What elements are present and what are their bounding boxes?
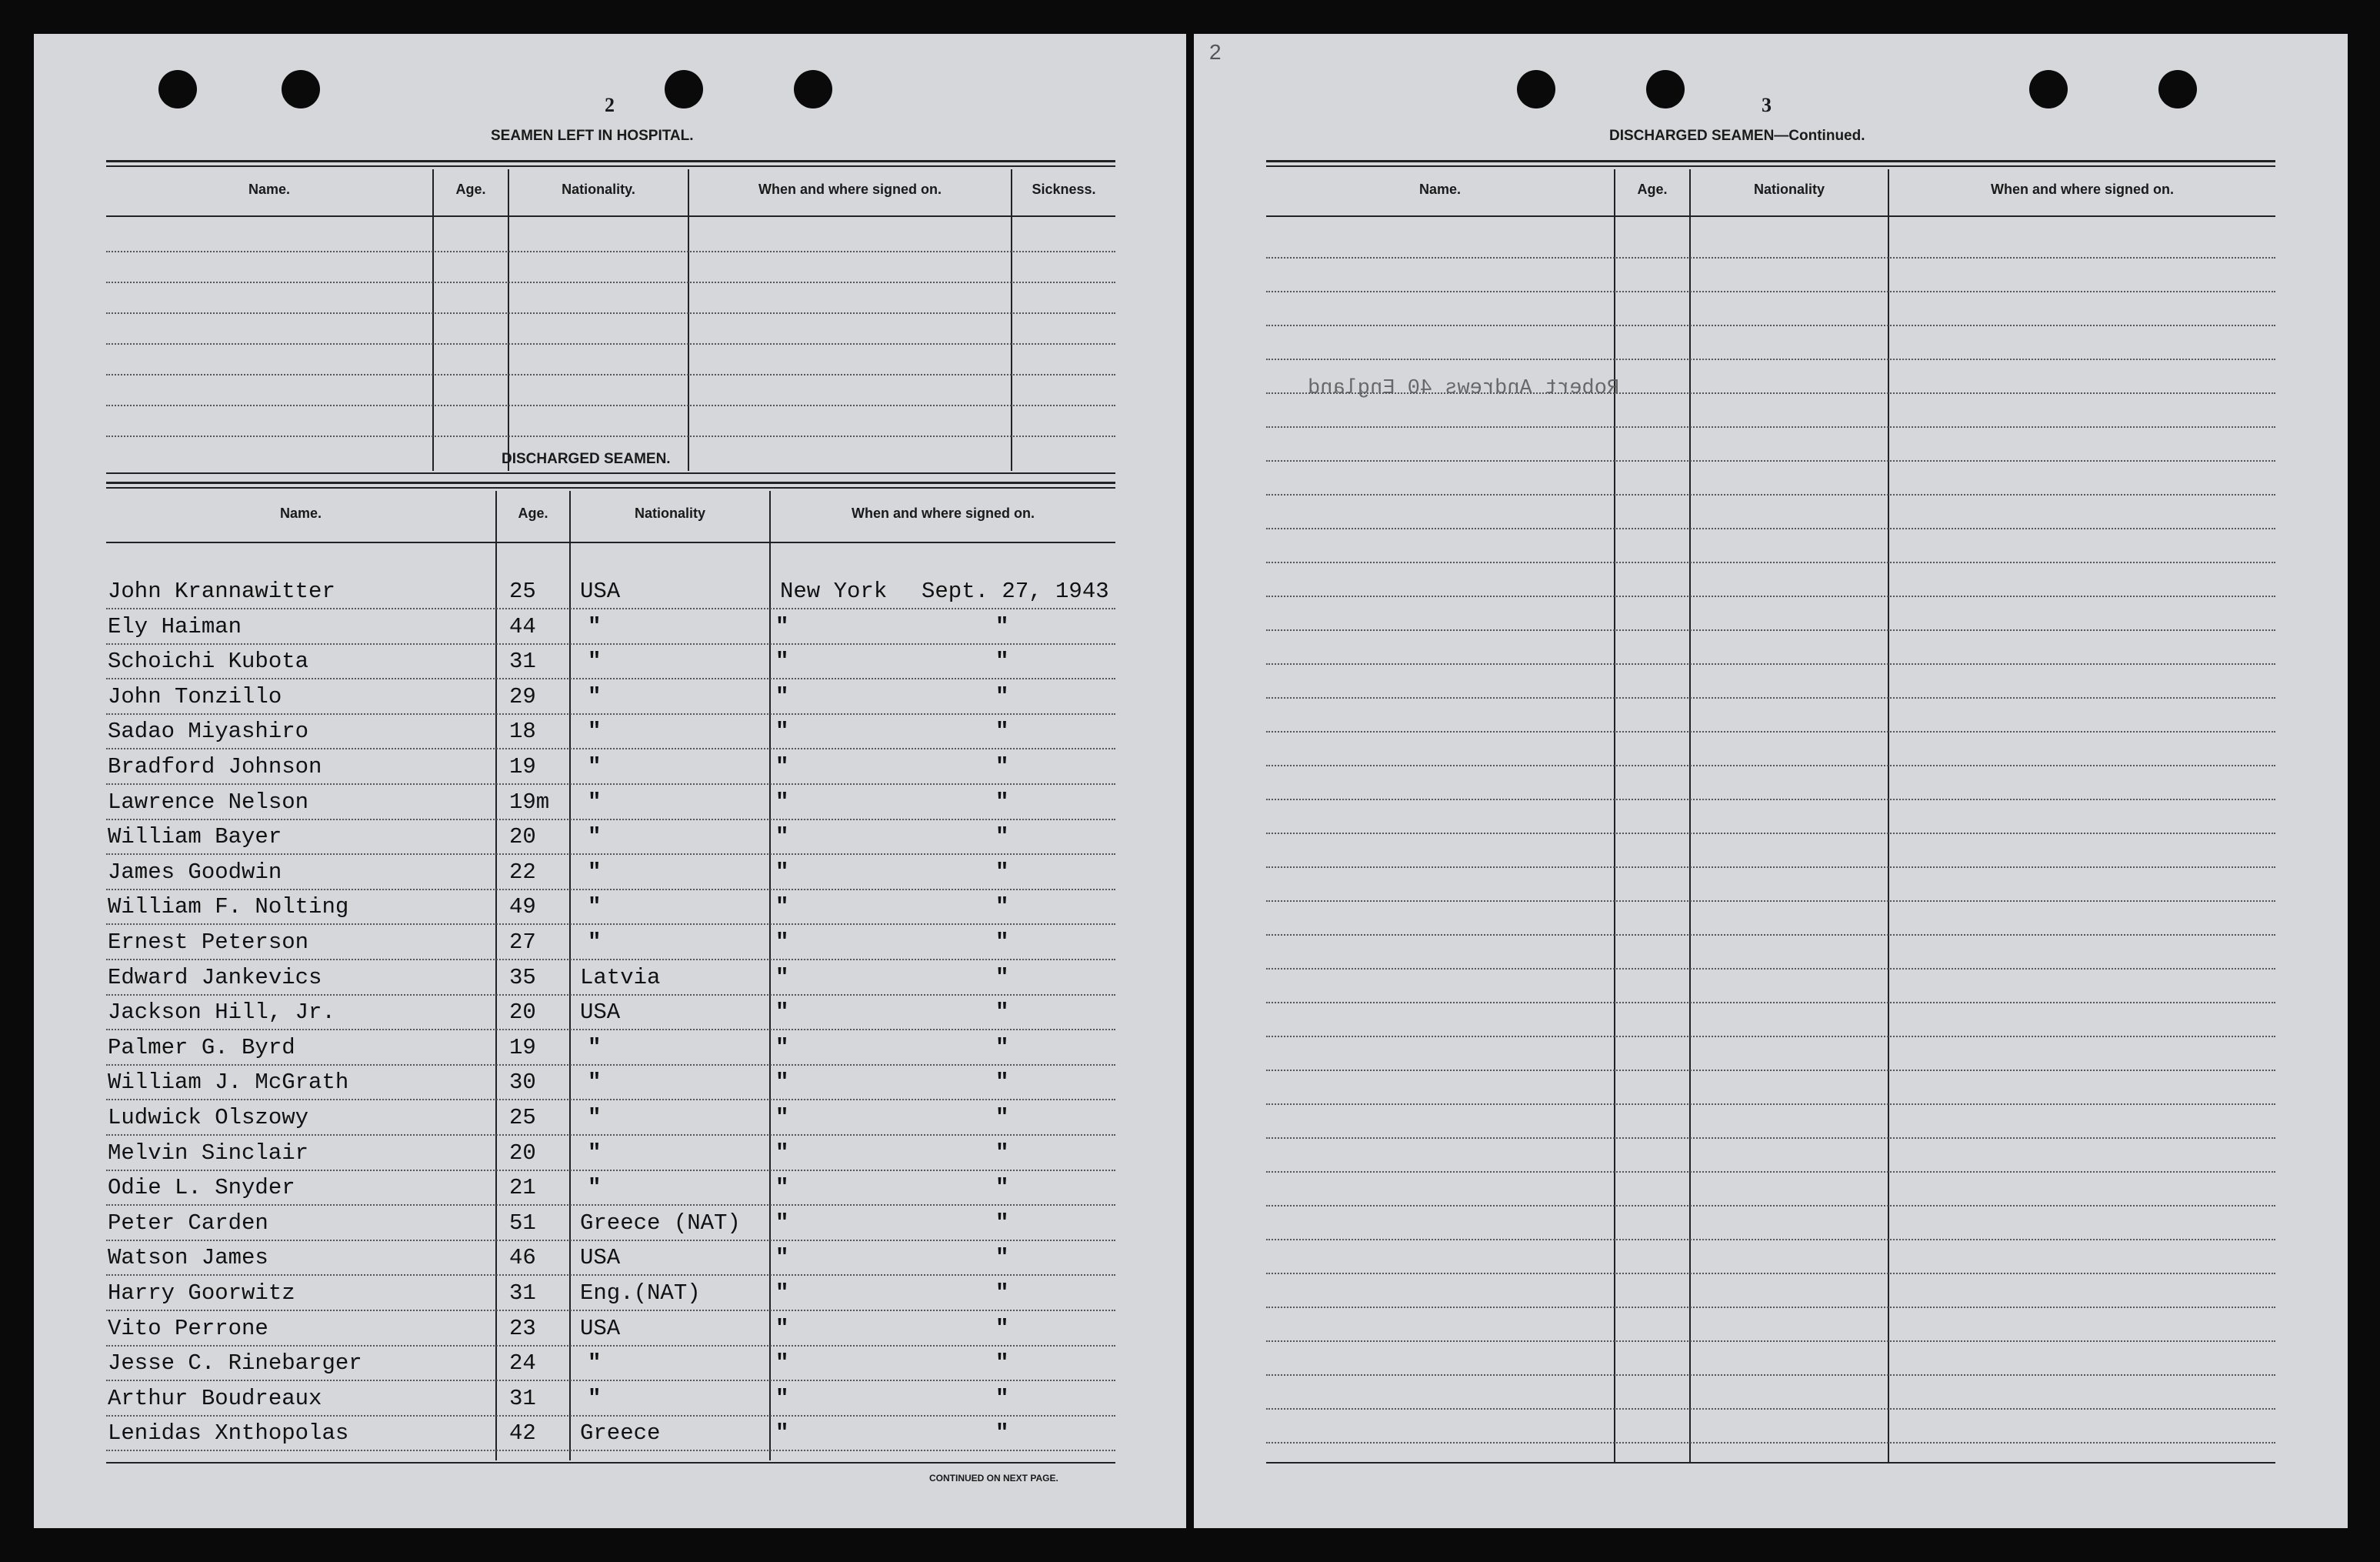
signed-on-date: " [995, 1175, 1009, 1200]
seaman-name: James Goodwin [108, 859, 282, 885]
seaman-nationality: " [588, 1105, 602, 1130]
seaman-name: Sadao Miyashiro [108, 719, 309, 744]
seaman-nationality: " [588, 1140, 602, 1166]
signed-on-place: " [775, 930, 789, 955]
seaman-age: 21 [509, 1175, 536, 1200]
signed-on-date: " [995, 859, 1009, 885]
row-line [106, 783, 1115, 785]
bleed-through-text: Robert Andrews 40 England [1308, 377, 1620, 400]
hospital-col-nationality: Nationality. [562, 182, 635, 197]
blank-line [1266, 1036, 2275, 1037]
signed-on-date: " [995, 1000, 1009, 1025]
seaman-age: 42 [509, 1420, 536, 1446]
row-line [106, 1240, 1115, 1241]
seaman-name: Vito Perrone [108, 1316, 268, 1341]
blank-line [106, 374, 1115, 375]
hospital-col-name: Name. [248, 182, 291, 197]
signed-on-date: " [995, 930, 1009, 955]
signed-on-place: " [775, 1070, 789, 1095]
blank-line [106, 282, 1115, 283]
seaman-nationality: " [588, 859, 602, 885]
seaman-name: Ludwick Olszowy [108, 1105, 309, 1130]
seaman-age: 23 [509, 1316, 536, 1341]
blank-line [1266, 460, 2275, 462]
right-col-signed-on: When and where signed on. [1990, 182, 2175, 197]
signed-on-date: " [995, 1386, 1009, 1411]
blank-line [1266, 1408, 2275, 1410]
seaman-age: 29 [509, 684, 536, 709]
punch-hole [1646, 70, 1685, 108]
signed-on-place: " [775, 894, 789, 920]
signed-on-place: " [775, 1035, 789, 1060]
row-line [106, 994, 1115, 996]
seaman-nationality: USA [580, 1245, 621, 1270]
hospital-section-title: SEAMEN LEFT IN HOSPITAL. [491, 128, 694, 144]
seaman-age: 31 [509, 1386, 536, 1411]
row-line [106, 1204, 1115, 1206]
signed-on-place: " [775, 1350, 789, 1376]
discharged-col-nationality: Nationality [634, 506, 705, 521]
row-line [106, 959, 1115, 960]
seaman-age: 44 [509, 614, 536, 639]
seaman-age: 20 [509, 824, 536, 849]
signed-on-place: " [775, 719, 789, 744]
signed-on-date: " [995, 1420, 1009, 1446]
blank-line [1266, 1070, 2275, 1071]
seaman-age: 19 [509, 1035, 536, 1060]
punch-hole [282, 70, 320, 108]
seaman-age: 22 [509, 859, 536, 885]
blank-line [1266, 291, 2275, 292]
row-line [106, 1274, 1115, 1276]
signed-on-date: " [995, 614, 1009, 639]
seaman-nationality: USA [580, 579, 621, 604]
seaman-nationality: " [588, 1386, 602, 1411]
blank-line [106, 436, 1115, 437]
blank-line [1266, 359, 2275, 360]
seaman-nationality: Latvia [580, 965, 661, 990]
blank-line [1266, 697, 2275, 699]
seaman-nationality: USA [580, 1316, 621, 1341]
seaman-age: 31 [509, 649, 536, 674]
seaman-age: 49 [509, 894, 536, 920]
seaman-nationality: " [588, 649, 602, 674]
blank-line [1266, 1103, 2275, 1105]
blank-line [1266, 325, 2275, 326]
seaman-nationality: Eng.(NAT) [580, 1280, 701, 1306]
signed-on-place: " [775, 859, 789, 885]
discharged-col-age: Age. [518, 506, 548, 521]
signed-on-place: " [775, 1316, 789, 1341]
seaman-name: Odie L. Snyder [108, 1175, 295, 1200]
seaman-name: Melvin Sinclair [108, 1140, 309, 1166]
blank-line [1266, 562, 2275, 563]
signed-on-place: " [775, 1105, 789, 1130]
page-number: 2 [605, 94, 615, 116]
seaman-age: 20 [509, 1140, 536, 1166]
seaman-nationality: " [588, 824, 602, 849]
signed-on-date: " [995, 1070, 1009, 1095]
blank-line [1266, 1273, 2275, 1274]
seaman-name: Watson James [108, 1245, 268, 1270]
left-page [34, 34, 1186, 1528]
seaman-name: William J. McGrath [108, 1070, 349, 1095]
row-line [106, 1345, 1115, 1347]
signed-on-place: " [775, 1175, 789, 1200]
signed-on-date: " [995, 1210, 1009, 1236]
seaman-age: 30 [509, 1070, 536, 1095]
row-line [106, 819, 1115, 820]
signed-on-date: " [995, 894, 1009, 920]
blank-line [1266, 1340, 2275, 1342]
blank-line [1266, 934, 2275, 936]
blank-line [1266, 799, 2275, 800]
continued-footnote: CONTINUED ON NEXT PAGE. [929, 1473, 1058, 1484]
blank-line [1266, 257, 2275, 259]
signed-on-date: " [995, 719, 1009, 744]
row-line [106, 923, 1115, 925]
blank-line [106, 251, 1115, 252]
signed-on-place: " [775, 1420, 789, 1446]
row-line [106, 748, 1115, 749]
signed-on-place: " [775, 824, 789, 849]
signed-on-place: " [775, 684, 789, 709]
seaman-name: Edward Jankevics [108, 965, 322, 990]
blank-line [1266, 629, 2275, 631]
signed-on-date: " [995, 1350, 1009, 1376]
signed-on-place: " [775, 1140, 789, 1166]
seaman-age: 25 [509, 579, 536, 604]
blank-line [1266, 1171, 2275, 1173]
blank-line [1266, 1205, 2275, 1207]
row-line [106, 1029, 1115, 1030]
seaman-name: Lenidas Xnthopolas [108, 1420, 349, 1446]
signed-on-place: " [775, 965, 789, 990]
signed-on-place: " [775, 1386, 789, 1411]
hospital-col-age: Age. [455, 182, 486, 197]
discharged-col-name: Name. [279, 506, 322, 521]
signed-on-date: " [995, 684, 1009, 709]
seaman-name: Lawrence Nelson [108, 789, 309, 815]
signed-on-date: " [995, 1035, 1009, 1060]
signed-on-place: " [775, 789, 789, 815]
blank-line [1266, 528, 2275, 529]
seaman-nationality: " [588, 719, 602, 744]
blank-line [1266, 494, 2275, 496]
seaman-name: Schoichi Kubota [108, 649, 309, 674]
seaman-name: Harry Goorwitz [108, 1280, 295, 1306]
row-line [106, 1310, 1115, 1311]
blank-line [106, 405, 1115, 406]
seaman-age: 24 [509, 1350, 536, 1376]
signed-on-date: " [995, 1105, 1009, 1130]
punch-hole [665, 70, 703, 108]
blank-line [1266, 1374, 2275, 1376]
signed-on-date: " [995, 1245, 1009, 1270]
seaman-age: 27 [509, 930, 536, 955]
seaman-nationality: USA [580, 1000, 621, 1025]
hospital-col-signed-on: When and where signed on. [758, 182, 942, 197]
blank-line [1266, 1442, 2275, 1444]
right-col-name: Name. [1418, 182, 1462, 197]
seaman-name: John Tonzillo [108, 684, 282, 709]
seaman-name: William F. Nolting [108, 894, 349, 920]
seaman-nationality: " [588, 1350, 602, 1376]
row-line [106, 1064, 1115, 1066]
right-section-title: DISCHARGED SEAMEN—Continued. [1609, 128, 1865, 144]
seaman-name: Ernest Peterson [108, 930, 309, 955]
blank-line [1266, 833, 2275, 834]
signed-on-place: " [775, 754, 789, 779]
blank-line [1266, 596, 2275, 597]
row-line [106, 889, 1115, 890]
punch-hole [2029, 70, 2068, 108]
seaman-nationality: " [588, 1175, 602, 1200]
punch-hole [158, 70, 197, 108]
signed-on-place: " [775, 1280, 789, 1306]
signed-on-place: New York [780, 579, 888, 604]
seaman-age: 20 [509, 1000, 536, 1025]
signed-on-date: " [995, 754, 1009, 779]
right-col-age: Age. [1637, 182, 1668, 197]
row-line [106, 1380, 1115, 1381]
seaman-name: Bradford Johnson [108, 754, 322, 779]
blank-line [1266, 1137, 2275, 1139]
row-line [106, 643, 1115, 645]
blank-line [1266, 1002, 2275, 1003]
seaman-nationality: Greece (NAT) [580, 1210, 741, 1236]
seaman-nationality: " [588, 754, 602, 779]
seaman-age: 19m [509, 789, 550, 815]
row-line [106, 1170, 1115, 1171]
punch-hole [794, 70, 832, 108]
seaman-nationality: " [588, 1035, 602, 1060]
signed-on-place: " [775, 614, 789, 639]
discharged-col-signed-on: When and where signed on. [851, 506, 1035, 521]
blank-line [1266, 731, 2275, 733]
blank-line [1266, 1307, 2275, 1308]
corner-mark: 2 [1209, 40, 1222, 64]
seaman-nationality: " [588, 930, 602, 955]
signed-on-date: Sept. 27, 1943 [922, 579, 1109, 604]
seaman-name: Arthur Boudreaux [108, 1386, 322, 1411]
seaman-name: Palmer G. Byrd [108, 1035, 295, 1060]
signed-on-place: " [775, 1245, 789, 1270]
blank-line [1266, 663, 2275, 665]
right-page [1194, 34, 2348, 1528]
discharged-section-title: DISCHARGED SEAMEN. [502, 451, 671, 467]
seaman-nationality: " [588, 684, 602, 709]
signed-on-date: " [995, 649, 1009, 674]
page-number: 3 [1762, 94, 1772, 116]
signed-on-date: " [995, 965, 1009, 990]
punch-hole [1517, 70, 1555, 108]
signed-on-date: " [995, 789, 1009, 815]
blank-line [1266, 900, 2275, 902]
row-line [106, 1450, 1115, 1451]
row-line [106, 608, 1115, 609]
signed-on-date: " [995, 1316, 1009, 1341]
row-line [106, 713, 1115, 715]
row-line [106, 678, 1115, 679]
seaman-age: 18 [509, 719, 536, 744]
seaman-age: 51 [509, 1210, 536, 1236]
seaman-name: Ely Haiman [108, 614, 242, 639]
seaman-name: Jackson Hill, Jr. [108, 1000, 335, 1025]
seaman-nationality: " [588, 894, 602, 920]
signed-on-place: " [775, 1210, 789, 1236]
punch-hole [2158, 70, 2197, 108]
blank-line [1266, 866, 2275, 868]
signed-on-date: " [995, 824, 1009, 849]
right-col-nationality: Nationality [1753, 182, 1825, 197]
row-line [106, 853, 1115, 855]
seaman-age: 25 [509, 1105, 536, 1130]
seaman-nationality: " [588, 789, 602, 815]
signed-on-place: " [775, 649, 789, 674]
row-line [106, 1134, 1115, 1136]
seaman-name: Jesse C. Rinebarger [108, 1350, 362, 1376]
blank-line [1266, 426, 2275, 428]
blank-line [106, 343, 1115, 345]
seaman-name: William Bayer [108, 824, 282, 849]
signed-on-place: " [775, 1000, 789, 1025]
seaman-age: 35 [509, 965, 536, 990]
blank-line [1266, 765, 2275, 766]
seaman-age: 31 [509, 1280, 536, 1306]
seaman-nationality: " [588, 1070, 602, 1095]
seaman-age: 46 [509, 1245, 536, 1270]
seaman-age: 19 [509, 754, 536, 779]
blank-line [106, 312, 1115, 314]
seaman-nationality: Greece [580, 1420, 661, 1446]
row-line [106, 1415, 1115, 1417]
blank-line [1266, 968, 2275, 970]
hospital-col-sickness: Sickness. [1032, 182, 1096, 197]
row-line [106, 1099, 1115, 1100]
seaman-nationality: " [588, 614, 602, 639]
signed-on-date: " [995, 1280, 1009, 1306]
blank-line [1266, 1239, 2275, 1240]
signed-on-date: " [995, 1140, 1009, 1166]
seaman-name: Peter Carden [108, 1210, 268, 1236]
seaman-name: John Krannawitter [108, 579, 335, 604]
